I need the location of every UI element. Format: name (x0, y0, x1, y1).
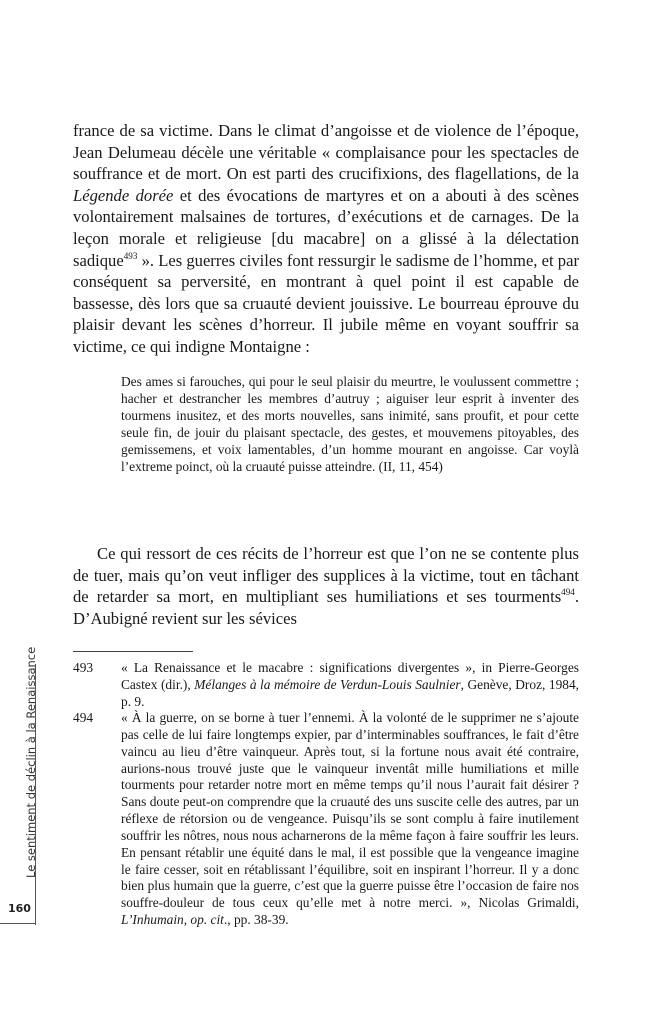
body-paragraph (73, 120, 579, 358)
footnote-number: 493 (73, 660, 94, 675)
footnote (73, 710, 579, 929)
body-text-run: et des évocations de martyres et on a abouti à des scènes volontairement malsaines de tortures, d’exécutions et de carnages. De la leçon morale et religieuse [du macabre] on a glissé à la délectation sadique (73, 185, 579, 270)
italic-title: Mélanges à la mémoire de Verdun-Louis Saulnier (194, 676, 461, 692)
margin-rule (35, 664, 36, 925)
italic-title: L’Inhumain, op. cit (121, 912, 224, 928)
footnote-text-run: « À la guerre, on se borne à tuer l’ennemi. À la volonté de le supprimer ne s’ajoute pas celle de lui faire longtemps expier, par d’interminables souffrances, le fait d’être vaincu au lieu d’être vainqueur. Après tout, si la fortune nous avait été contraire, aurions-nous trouvé juste que le vainqueur inventât mille humiliations et mille tourments pour retarder notre mort en même temps qu’il nous l’aurait fait désirer ? Sans doute peut-on comprendre que la cruauté des uns suscite celle des autres, par un réflexe de rétorsion ou de vengeance. Puisqu’ils se sont complu à faire inutilement souffrir les nôtres, nous nous acharnerons de la même façon à faire souffrir les leurs. En pensant rétablir une équité dans le mal, il est possible que la vengeance imagine le faire cesser, soit en rétablissant l’équilibre, soit en inspirant l’horreur. Il y a donc bien plus humain que la guerre, c’est que la guerre puisse être l’occasion de faire nos souffre-douleur de tous ceux qu’elle met à notre merci. », Nicolas Grimaldi, (121, 710, 579, 911)
footnote-number: 494 (73, 710, 94, 725)
footnote-reference[interactable]: 493 (123, 250, 138, 261)
footnote (73, 660, 579, 711)
page-number-rule (0, 923, 36, 924)
block-quote: Des ames si farouches, qui pour le seul plaisir du meurtre, le voulussent commettre ; hacher et destrancher les membres d’autruy ; aiguiser leur esprit à inventer des tourmens inusitez, et des morts nouvelles, sans inimité, sans proufit, et pour cette seule fin, de jouir du plaisant spectacle, des gestes, et mouvemens pitoyables, des gemissemens, et voix lamentables, d’un homme mourant en angoisse. Car voylà l’extreme poinct, où la cruauté puisse atteindre. (II, 11, 454) (121, 374, 579, 474)
page-number: 160 (8, 902, 31, 915)
footnote-text-run: , Genève, Droz, 1984, p. 9. (121, 676, 580, 709)
footnote-text (121, 710, 579, 929)
footnote-text-run: ., pp. 38-39. (223, 912, 289, 928)
body-text-run: Ce qui ressort de ces récits de l’horreur est que l’on ne se contente plus de tuer, mais qu’on veut infliger des supplices à la victime, tout en tâchant de retarder sa mort, en multipliant ses humiliations et ses tourments (73, 544, 579, 607)
body-text-run: . D’Aubigné revient sur les sévices (73, 587, 579, 628)
footnote-reference[interactable]: 494 (561, 587, 575, 598)
body-text-run: france de sa victime. Dans le climat d’angoisse et de violence de l’époque, Jean Delumeau décèle une véritable « complaisance pour les spectacles de souffrance et de mort. On est parti des crucifixions, des flagellations, de la (73, 121, 579, 184)
body-text-run: ». Les guerres civiles font ressurgir le sadisme de l’homme, et par conséquent sa perversité, en montrant à quel point il est capable de bassesse, dès lors que sa cruauté devient jouissive. Le bourreau éprouve du plaisir devant les scènes d’horreur. Il jubile même en voyant souffrir sa victime, ce qui indigne Montaigne : (73, 250, 579, 356)
footnote-text (121, 660, 579, 711)
running-head: Le sentiment de déclin à la Renaissance (24, 646, 38, 878)
body-paragraph (73, 543, 579, 629)
footnote-text-run: « La Renaissance et le macabre : significations divergentes », in Pierre-Georges Castex (dir.), (121, 660, 579, 692)
footnote-separator (73, 651, 193, 652)
italic-title: Légende dorée (73, 185, 174, 205)
